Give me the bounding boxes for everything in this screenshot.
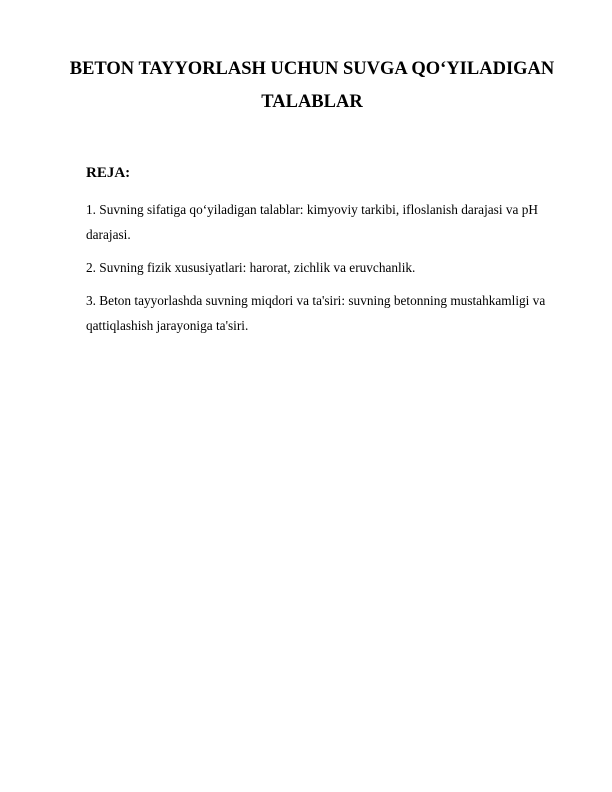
plan-item-2: 2. Suvning fizik xususiyatlari: harorat, zichlik va eruvchanlik.	[86, 260, 416, 275]
document-title-line-2: TALABLAR	[261, 92, 363, 112]
plan-heading: REJA:	[86, 165, 131, 181]
document-title-line-1: BETON TAYYORLASH UCHUN SUVGA QO‘YILADIGAN	[69, 59, 555, 79]
plan-item-1: 1. Suvning sifatiga qo‘yiladigan talablar: kimyoviy tarkibi, ifloslanish darajasi va pH darajasi.	[86, 202, 539, 242]
plan-item-3: 3. Beton tayyorlashda suvning miqdori va ta'siri: suvning betonning mustahkamligi va qattiqlashish jarayoniga ta'siri.	[86, 293, 546, 333]
